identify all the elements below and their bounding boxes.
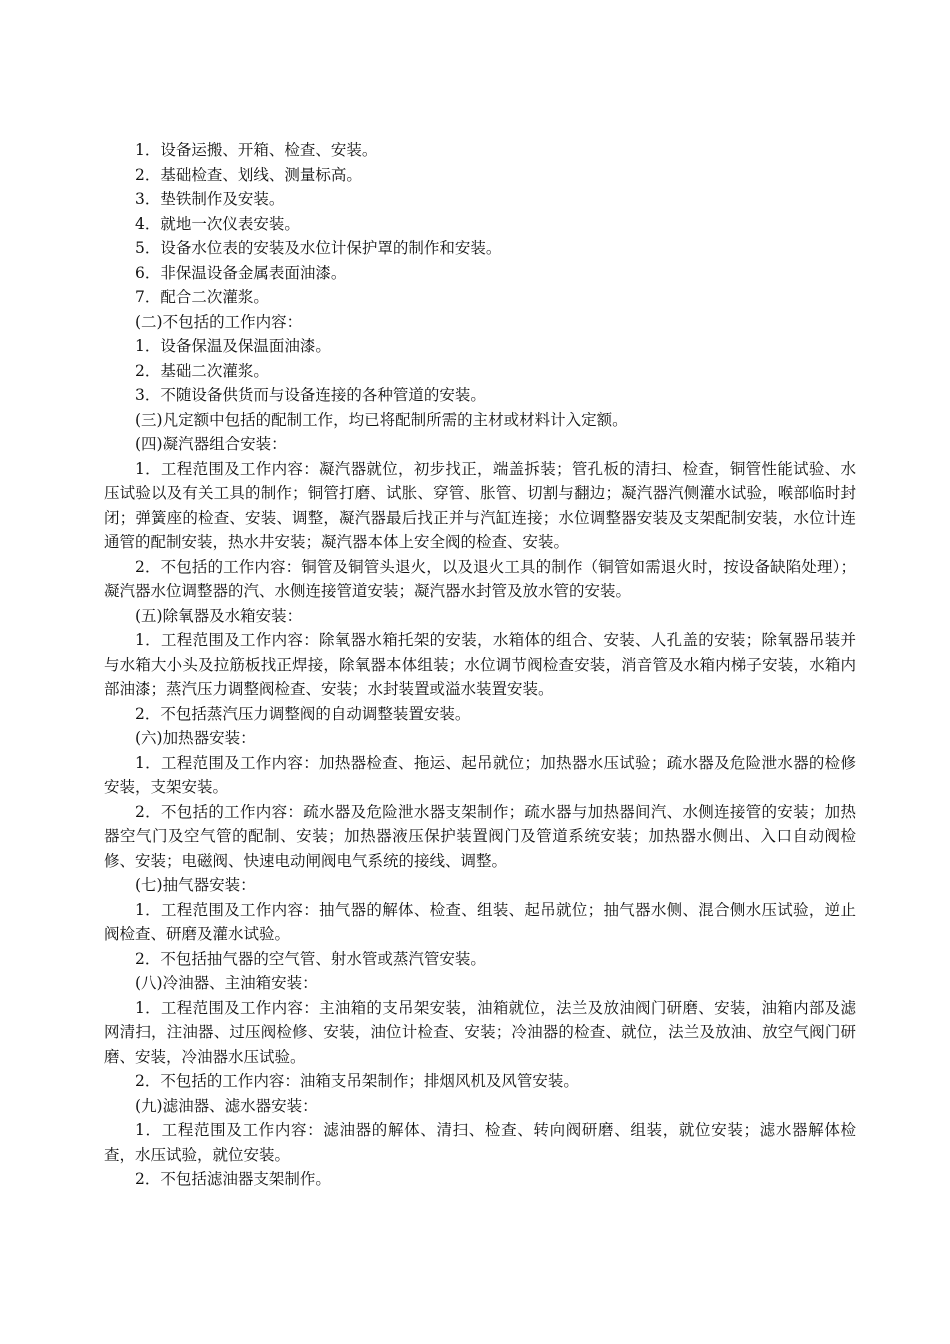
paragraph: 3．垫铁制作及安装。 bbox=[135, 190, 285, 208]
paragraph: 1．工程范围及工作内容：加热器检查、拖运、起吊就位；加热器水压试验；疏水器及危险泄水器的检修安装，支架安装。 bbox=[104, 753, 856, 796]
paragraph: 2．基础二次灌浆。 bbox=[135, 361, 269, 380]
paragraph: 3．不随设备供货而与设备连接的各种管道的安装。 bbox=[135, 386, 486, 404]
paragraph: 2．不包括滤油器支架制作。 bbox=[135, 1170, 331, 1188]
paragraph: 2．不包括的工作内容：铜管及铜管头退火，以及退火工具的制作（铜管如需退火时，按设备缺陷处理）；凝汽器水位调整器的汽、水侧连接管道安装；凝汽器水封管及放水管的安装。 bbox=[104, 557, 856, 600]
section-heading: (四)凝汽器组合安装： bbox=[135, 435, 287, 453]
paragraph: 2．不包括蒸汽压力调整阀的自动调整装置安装。 bbox=[135, 704, 471, 723]
document-body bbox=[104, 138, 856, 1192]
paragraph: 2．不包括的工作内容：油箱支吊架制作；排烟风机及风管安装。 bbox=[135, 1072, 579, 1090]
section-heading: (八)冷油器、主油箱安装： bbox=[135, 974, 318, 992]
paragraph: 1．设备保温及保温面油漆。 bbox=[135, 337, 331, 355]
paragraph: 4．就地一次仪表安装。 bbox=[135, 214, 300, 233]
paragraph: 2．不包括抽气器的空气管、射水管或蒸汽管安装。 bbox=[135, 949, 486, 968]
paragraph: 2．基础检查、划线、测量标高。 bbox=[135, 165, 362, 184]
paragraph: 1．工程范围及工作内容：除氧器水箱托架的安装，水箱体的组合、安装、人孔盖的安装；除氧器吊装并与水箱大小头及拉筋板找正焊接，除氧器本体组装；水位调节阀检查安装，消音管及水箱内梯子安装，水箱内部油漆；蒸汽压力调整阀检查、安装；水封装置或溢水装置安装。 bbox=[104, 631, 856, 698]
section-heading: (六)加热器安装： bbox=[135, 729, 256, 747]
section-heading: (三)凡定额中包括的配制工作，均已将配制所需的主材或材料计入定额。 bbox=[135, 410, 628, 429]
section-heading: (七)抽气器安装： bbox=[135, 876, 256, 894]
paragraph: 1．工程范围及工作内容：滤油器的解体、清扫、检查、转向阀研磨、组装，就位安装；滤水器解体检查，水压试验，就位安装。 bbox=[104, 1121, 856, 1164]
paragraph: 5．设备水位表的安装及水位计保护罩的制作和安装。 bbox=[135, 239, 502, 257]
paragraph: 7．配合二次灌浆。 bbox=[135, 288, 269, 306]
section-heading: (五)除氧器及水箱安装： bbox=[135, 606, 303, 625]
paragraph: 6．非保温设备金属表面油漆。 bbox=[135, 263, 347, 282]
section-heading: (二)不包括的工作内容： bbox=[135, 312, 303, 331]
paragraph: 1．设备运搬、开箱、检查、安装。 bbox=[135, 141, 378, 159]
paragraph: 2．不包括的工作内容：疏水器及危险泄水器支架制作；疏水器与加热器间汽、水侧连接管的安装；加热器空气门及空气管的配制、安装；加热器液压保护装置阀门及管道系统安装；加热器水侧出、入口自动阀检修、安装；电磁阀、快速电动闸阀电气系统的接线、调整。 bbox=[104, 802, 856, 870]
paragraph: 1．工程范围及工作内容：抽气器的解体、检查、组装、起吊就位；抽气器水侧、混合侧水压试验，逆止阀检查、研磨及灌水试验。 bbox=[104, 900, 856, 943]
section-heading: (九)滤油器、滤水器安装： bbox=[135, 1096, 318, 1115]
paragraph: 1．工程范围及工作内容：主油箱的支吊架安装，油箱就位，法兰及放油阀门研磨、安装，油箱内部及滤网清扫，注油器、过压阀检修、安装，油位计检查、安装；冷油器的检查、就位，法兰及放油、放空气阀门研磨、安装，冷油器水压试验。 bbox=[104, 998, 856, 1066]
paragraph: 1．工程范围及工作内容：凝汽器就位，初步找正，端盖拆装；管孔板的清扫、检查，铜管性能试验、水压试验以及有关工具的制作；铜管打磨、试胀、穿管、胀管、切割与翻边；凝汽器汽侧灌水试验，喉部临时封闭；弹簧座的检查、安装、调整，凝汽器最后找正并与汽缸连接；水位调整器安装及支架配制安装，水位计连通管的配制安装，热水井安装；凝汽器本体上安全阀的检查、安装。 bbox=[104, 459, 856, 551]
